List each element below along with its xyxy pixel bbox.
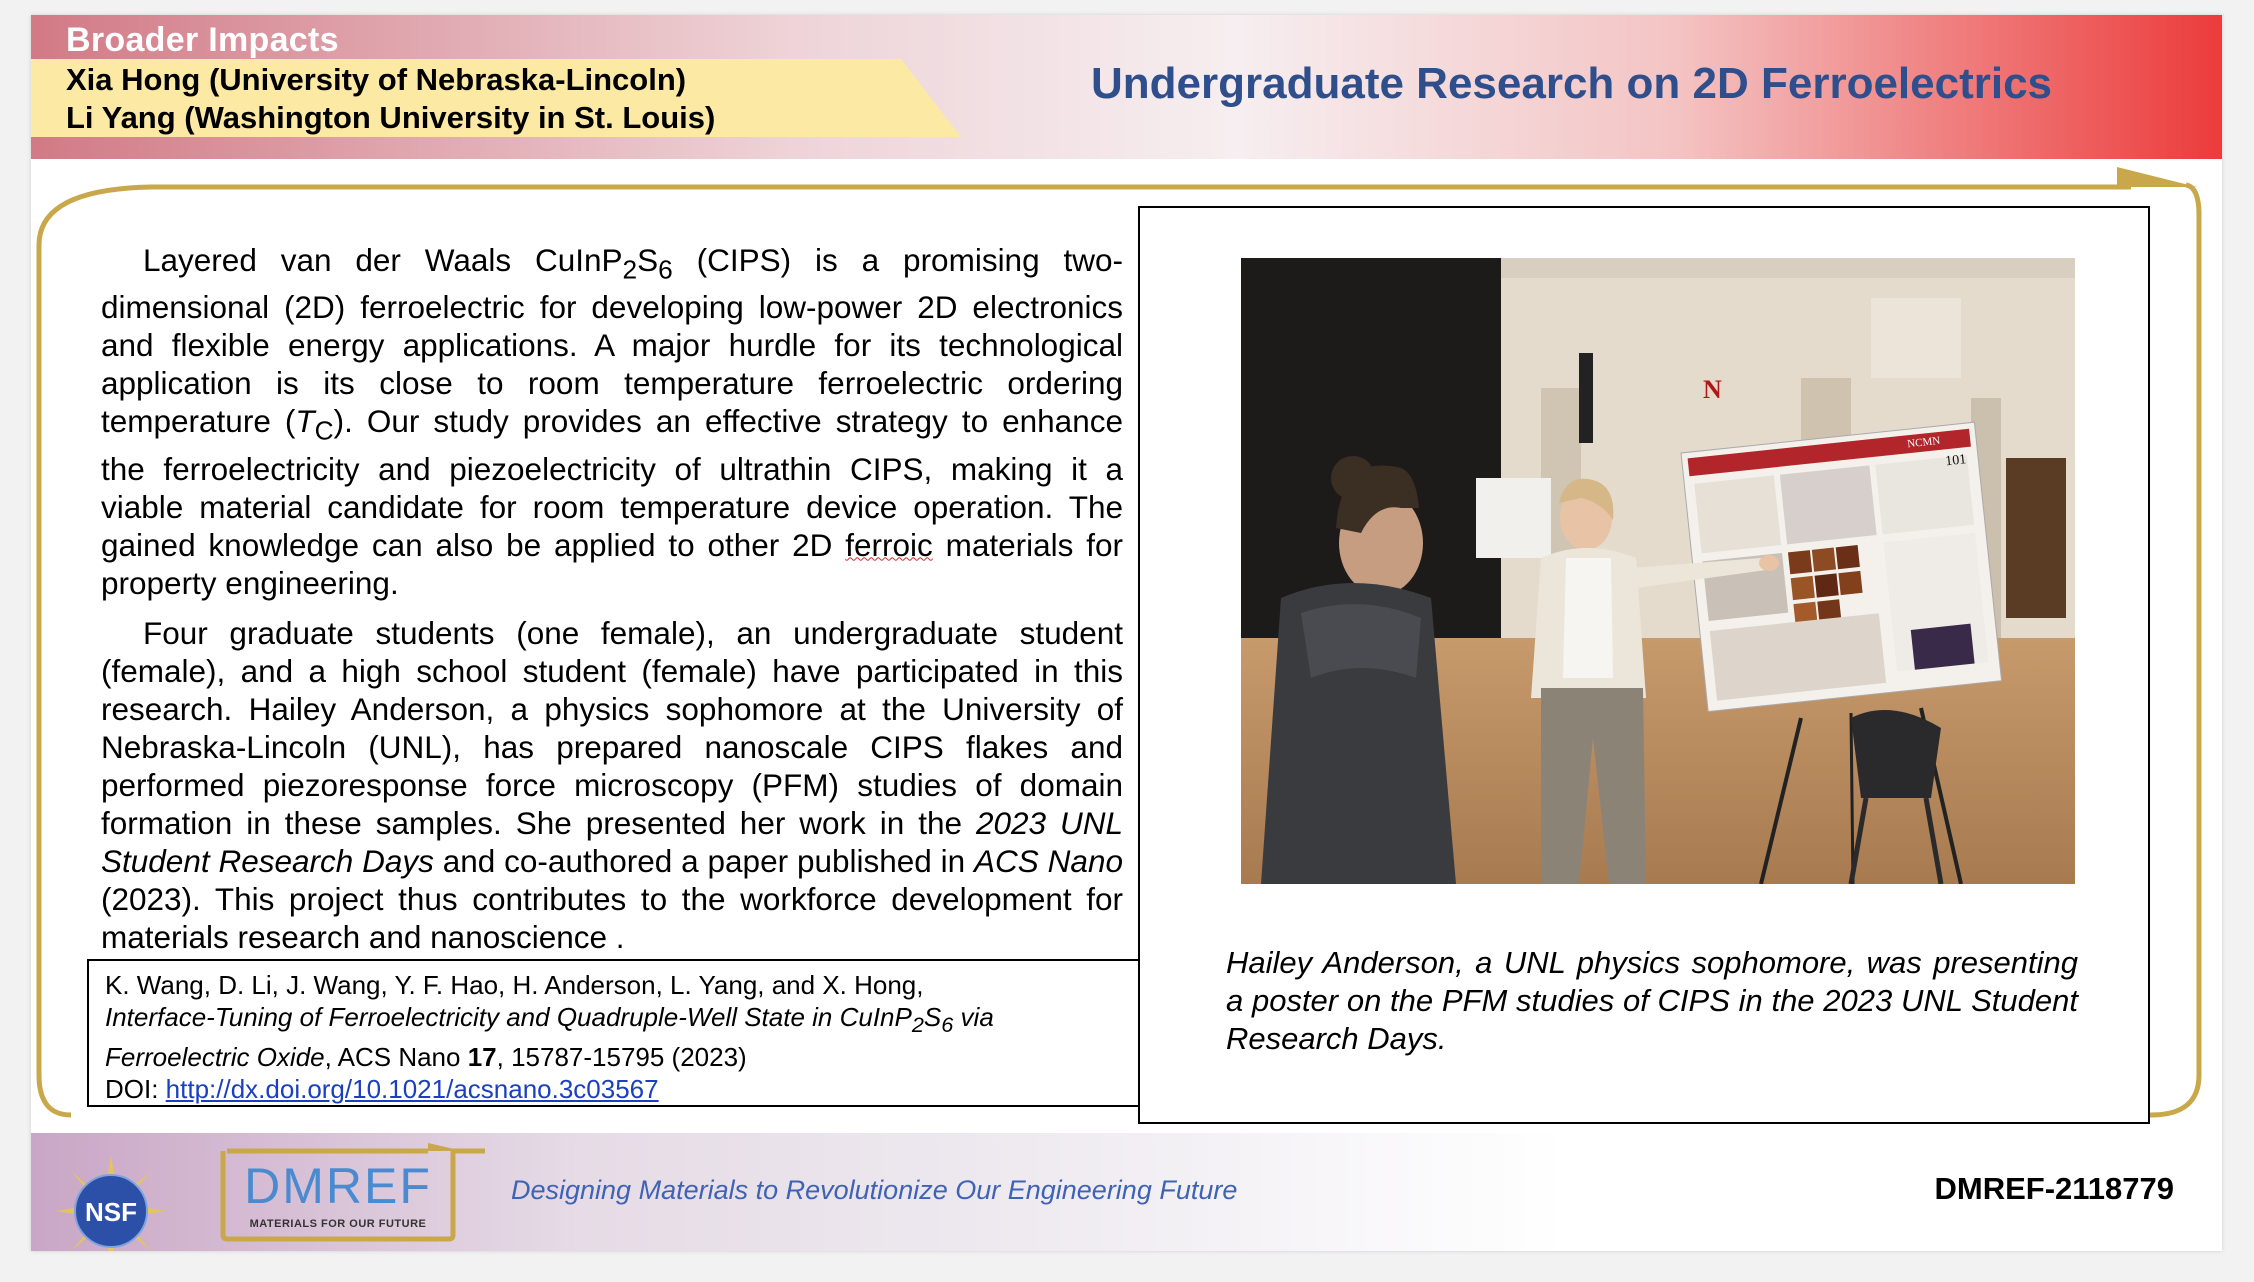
- section-label: Broader Impacts: [66, 21, 339, 59]
- dmref-logo: [213, 1139, 485, 1243]
- dmref-logo-subtext: MATERIALS FOR OUR FUTURE: [249, 1218, 427, 1230]
- photo-panel: [1138, 206, 2150, 1124]
- paragraph-students: Four graduate students (one female), an undergraduate student (female), and a high school student (female) have participated in this research. Hailey Anderson, a physics sophomore at the University of Nebraska-Lincoln (UNL), has prepared nanoscale CIPS flakes and performed piezoresponse force microscopy (PFM) studies of domain formation in these samples. She presented her work in the 2023 UNL Student Research Days and co-authored a paper published in ACS Nano (2023). This project thus contributes to the workforce development for materials research and nanoscience .: [101, 614, 1124, 955]
- author-line: Li Yang (Washington University in St. Louis): [66, 100, 716, 135]
- nsf-logo: [55, 1155, 167, 1251]
- nsf-logo-text: NSF: [85, 1197, 137, 1227]
- doi-link[interactable]: http://dx.doi.org/10.1021/acsnano.3c03567: [165, 1074, 659, 1105]
- board-number-text: 101: [1944, 452, 1968, 470]
- reference-box: [87, 959, 1150, 1107]
- slide: [31, 15, 2222, 1251]
- footer-tagline: Designing Materials to Revolutionize Our Engineering Future: [511, 1175, 1238, 1205]
- author-line: Xia Hong (University of Nebraska-Lincoln): [66, 62, 687, 97]
- photo-caption: Hailey Anderson, a UNL physics sophomore, was presenting a poster on the PFM studies of CIPS in the 2023 UNL Student Research Days.: [1226, 945, 2078, 1056]
- poster-presentation-photo: [1241, 258, 2075, 884]
- reference-title: Interface-Tuning of Ferroelectricity and Quadruple-Well State in $CuInP_2S_6$ via: [105, 1002, 994, 1038]
- body-text: [101, 241, 1123, 968]
- svg-text:N: N: [1703, 375, 1722, 404]
- paragraph-cips: Layered van der Waals $CuInP_2S_6$ (CIPS) is a promising two-dimensional (2D) ferroelectric for developing low-power 2D electronics and flexible energy applications. A major hurdle for its technological application is its close to room temperature ferroelectric ordering temperature $(T_C)$. Our study provides an effective strategy to enhance the ferroelectricity and piezoelectricity of ultrathin CIPS, making it a viable material candidate for room temperature device operation. The gained knowledge can also be applied to other 2D ferroic materials for property engineering.: [101, 242, 1123, 601]
- board-logo-text: NCMN: [1906, 434, 1941, 451]
- footer-bar: [31, 1133, 2222, 1251]
- reference-doi: DOI: http://dx.doi.org/10.1021/acsnano.3c03567: [105, 1074, 659, 1105]
- award-number: DMREF-2118779: [1934, 1171, 2174, 1206]
- slide-title: Undergraduate Research on 2D Ferroelectrics: [1091, 59, 2053, 108]
- reference-journal: Ferroelectric Oxide, ACS Nano 17, 15787-15795 (2023): [105, 1042, 747, 1073]
- dmref-logo-text: DMREF: [244, 1158, 432, 1214]
- reference-authors: K. Wang, D. Li, J. Wang, Y. F. Hao, H. Anderson, L. Yang, and X. Hong,: [105, 970, 924, 1000]
- spellcheck-word: ferroic: [845, 526, 933, 563]
